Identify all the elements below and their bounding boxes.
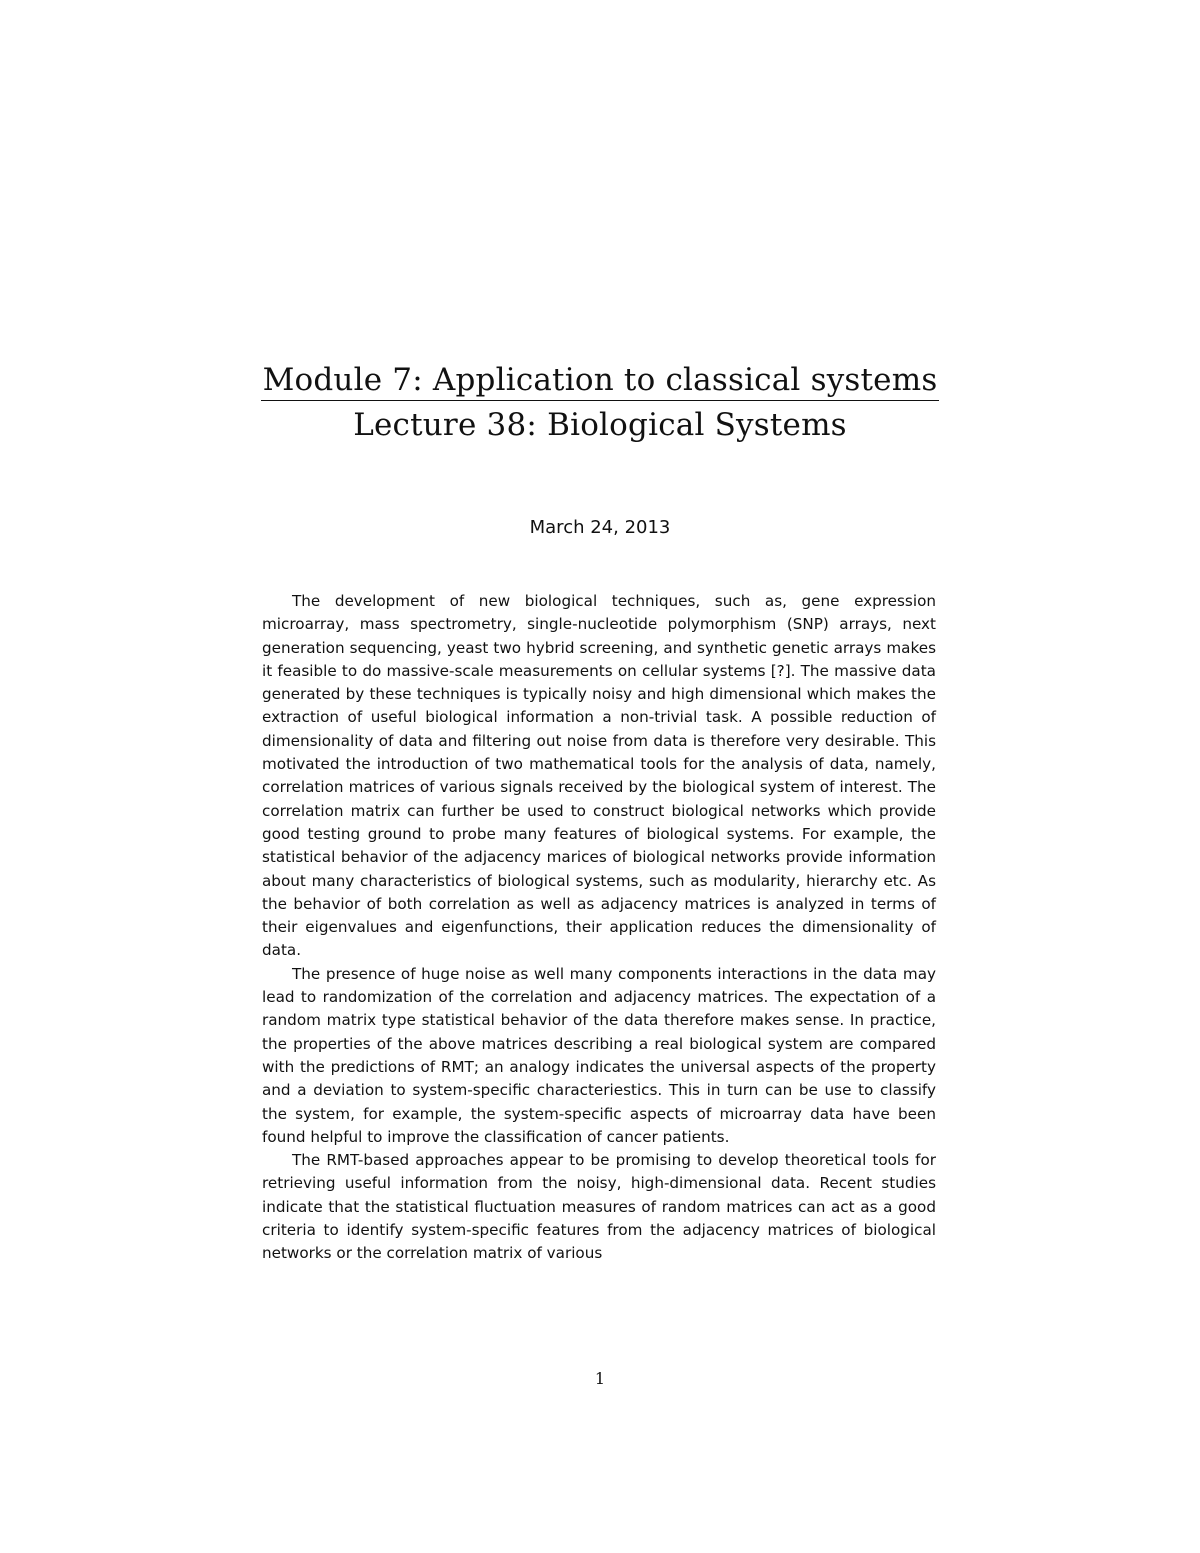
document-date: March 24, 2013	[529, 517, 671, 538]
module-title: Module 7: Application to classical systems	[261, 360, 940, 401]
paragraph: The presence of huge noise as well many components interactions in the data may lead to randomization of the correlation and adjacency matrices. The expectation of a random matrix type statistical behavior of the data therefore makes sense. In practice, the properties of the above matrices describing a real biological system are compared with the predictions of RMT; an analogy indicates the universal aspects of the property and a deviation to system-specific characteriestics. This in turn can be use to classify the system, for example, the system-specific aspects of microarray data have been found helpful to improve the classification of cancer patients.	[262, 964, 936, 1146]
paragraph: The RMT-based approaches appear to be promising to develop theoretical tools for retrieving useful information from the noisy, high-dimensional data. Recent studies indicate that the statistical fluctuation measures of random matrices can act as a good criteria to identify system-specific features from the adjacency matrices of biological networks or the correlation matrix of various	[262, 1151, 936, 1263]
paragraph: The development of new biological techniques, such as, gene expression microarray, mass spectrometry, single-nucleotide polymorphism (SNP) arrays, next generation sequencing, yeast two hybrid screening, and synthetic genetic arrays makes it feasible to do massive-scale measurements on cellular systems [?]. The massive data generated by these techniques is typically noisy and high dimensional which makes the extraction of useful biological information a non-trivial task. A possible reduction of dimensionality of data and filtering out noise from data is therefore very desirable. This motivated the introduction of two mathematical tools for the analysis of data, namely, correlation matrices of various signals received by the biological system of interest. The correlation matrix can further be used to construct biological networks which provide good testing ground to probe many features of biological systems. For example, the statistical behavior of the adjacency marices of biological networks provide information about many characteristics of biological systems, such as modularity, hierarchy etc. As the behavior of both correlation as well as adjacency matrices is analyzed in terms of their eigenvalues and eigenfunctions, their application reduces the dimensionality of data.	[262, 592, 936, 960]
page-number: 1	[594, 1369, 606, 1388]
body-text	[262, 590, 936, 1266]
lecture-title: Lecture 38: Biological Systems	[353, 407, 847, 443]
title-block	[200, 360, 1000, 447]
